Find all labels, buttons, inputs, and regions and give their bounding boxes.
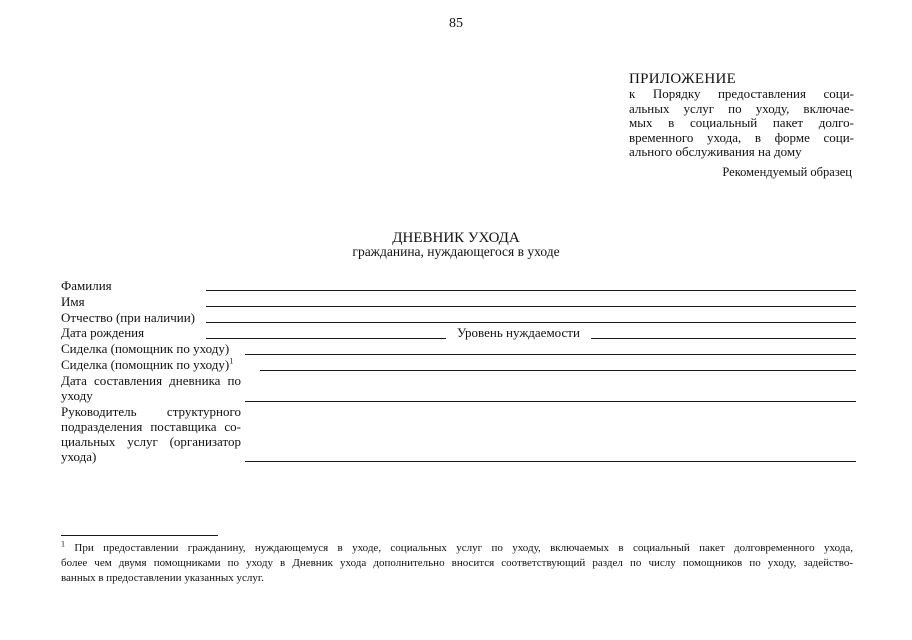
diary-date-line: Дата составления дневника по [61,373,241,388]
caregiver-field[interactable] [245,354,856,355]
patronymic-field[interactable] [206,322,856,323]
need-level-field[interactable] [591,338,856,339]
patronymic-label: Отчество (при наличии) [61,310,196,325]
head-line: циальных услуг (организатор [61,434,241,449]
appendix-title: ПРИЛОЖЕНИЕ [629,71,737,87]
birth-date-label: Дата рождения [61,325,145,340]
footnote-line [61,541,853,556]
footnote [61,541,853,586]
page-number: 85 [449,16,463,31]
appendix-header [629,71,854,160]
birth-date-field[interactable] [206,338,446,339]
need-level-label: Уровень нуждаемости [457,325,580,340]
document-subtitle: гражданина, нуждающегося в уходе [352,244,560,259]
head-line: Руководитель структурного [61,404,241,419]
footnote-mark: 1 [61,539,65,549]
surname-field[interactable] [206,290,856,291]
caregiver-2-label [61,357,233,372]
footnote-ref: 1 [229,356,234,366]
document-title: ДНЕВНИК УХОДА [392,230,520,246]
footnote-text: При предоставлении гражданину, нуждающемуся в уходе, социальных услуг по уходу, включаемых в социальный пакет долговременного ухода, [74,542,854,554]
head-label [61,404,241,464]
sample-note: Рекомендуемый образец [722,165,852,179]
appendix-line: мых в социальный пакет долго- [629,115,854,130]
footnote-line: более чем двумя помощниками по уходу в Дневник ухода дополнительно вносится соответствующий раздел по числу помощников по уходу, задейство- [61,557,853,569]
caregiver-2-text: Сиделка (помощник по уходу) [61,357,230,372]
appendix-line: альных услуг по уходу, включае- [629,100,854,116]
head-line: ухода) [61,449,97,464]
head-field[interactable] [245,461,856,462]
head-line: подразделения поставщика со- [61,419,241,434]
appendix-line: ального обслуживания на дому [629,144,802,159]
appendix-line: к Порядку предоставления соци- [629,86,854,101]
diary-date-line: уходу [61,388,93,403]
diary-date-label [61,373,241,403]
caregiver-2-field[interactable] [260,370,856,371]
footnote-divider [61,535,218,536]
surname-label: Фамилия [61,278,112,293]
name-field[interactable] [206,306,856,307]
appendix-line: временного ухода, в форме соци- [629,129,854,145]
footnote-line: ванных в предоставлении указанных услуг. [61,572,264,584]
diary-date-field[interactable] [245,401,856,402]
caregiver-label: Сиделка (помощник по уходу) [61,341,230,356]
name-label: Имя [61,294,85,309]
